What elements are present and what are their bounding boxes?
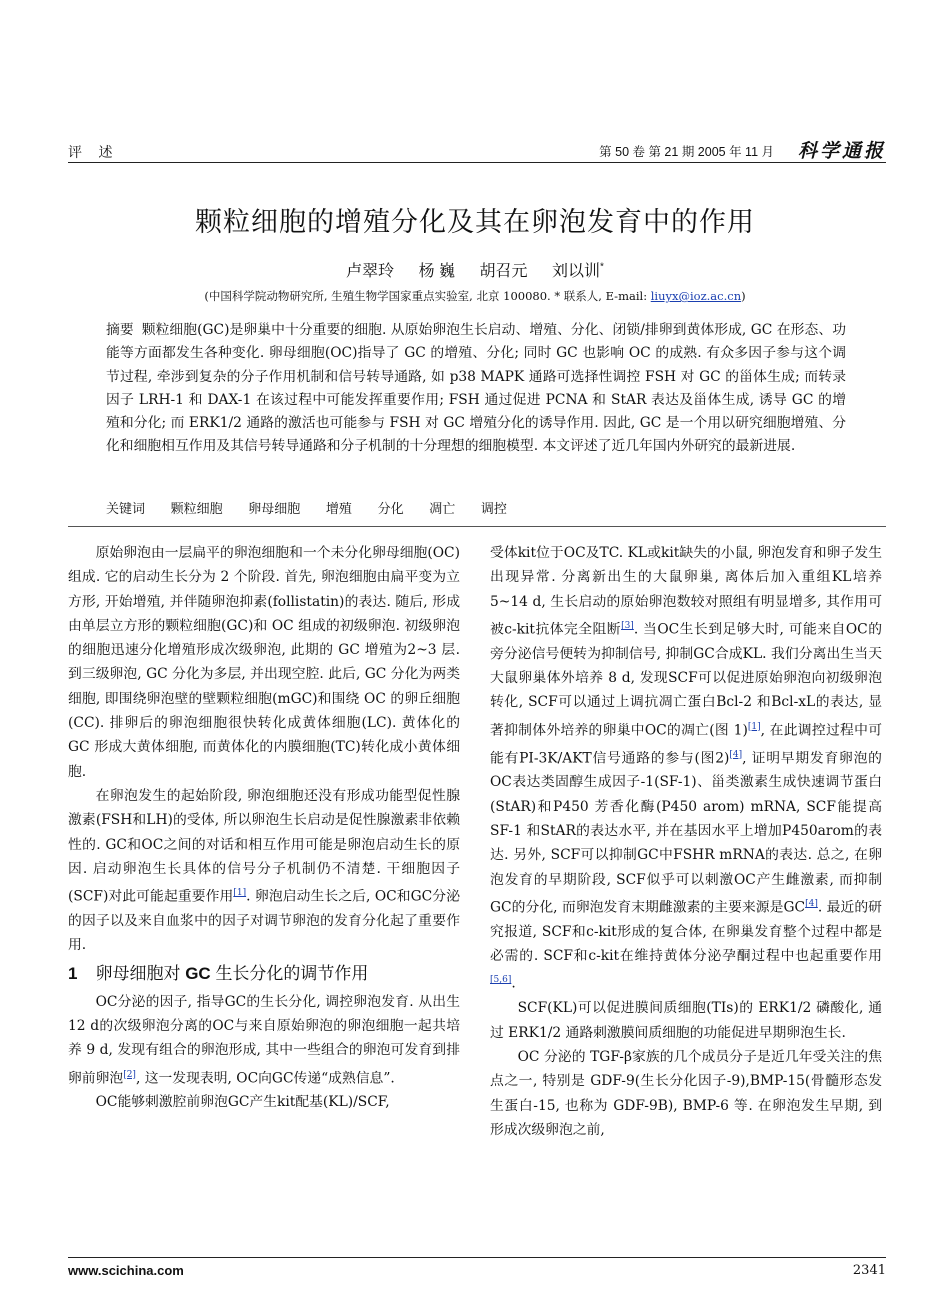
author-name: 卢翠玲: [346, 263, 395, 280]
keyword: 颗粒细胞: [170, 501, 223, 516]
left-column: [68, 541, 460, 1115]
page-number: 2341: [852, 1263, 886, 1278]
corresponding-mark: *: [599, 261, 604, 273]
keyword: 凋亡: [429, 501, 456, 516]
abstract-text: 颗粒细胞(GC)是卵巢中十分重要的细胞. 从原始卵泡生长启动、增殖、分化、闭锁/排卵到黄体形成, GC 在形态、功能等方面都发生各种变化. 卵母细胞(OC)指导了 GC 的增殖、分化; 同时 GC 也影响 OC 的成熟. 有众多因子参与这个调节过程, 牵涉到复杂的分子作用机制和信号转导通路, 如 p38 MAPK 通路可选择性调控 FSH 对 GC 的甾体生成; 而转录因子 LRH-1 和 DAX-1 在该过程中可能发挥重要作用; FSH 通过促进 PCNA 和 StAR 表达及甾体生成, 诱导 GC 的增殖和分化; 而 ERK1/2 通路的激活也可能参与 FSH 对 GC 增殖分化的诱导作用. 因此, GC 是一个用以研究细胞增殖、分化和细胞相互作用及其信号转导通路和分子机制的十分理想的细胞模型. 本文评述了近几年国内外研究的最新进展.: [106, 322, 847, 455]
issue-info: 第 50 卷 第 21 期 2005 年 11 月: [599, 145, 774, 159]
keywords: [106, 498, 846, 517]
keywords-divider: [68, 526, 886, 527]
footer-divider: [68, 1257, 886, 1258]
author-name: 刘以训*: [551, 261, 604, 280]
header-divider: [68, 162, 886, 163]
author-list: [0, 258, 950, 281]
citation-link[interactable]: [5,6]: [490, 975, 512, 986]
keywords-label: 关键词: [106, 501, 146, 516]
right-column: [490, 541, 882, 1142]
abstract-label: 摘要: [106, 322, 134, 337]
body-paragraph: 在卵泡发生的起始阶段, 卵泡细胞还没有形成功能型促性腺激素(FSH和LH)的受体, 所以卵泡生长启动是促性腺激素非依赖性的. GC和OC之间的对话和相互作用可能是卵泡启动生长的原因. 启动卵泡生长具体的信号分子机制仍不清楚. 干细胞因子(SCF)对此可能起重要作用[1]. 卵泡启动生长之后, OC和GC分泌的因子以及来自血浆中的因子对调节卵泡的发育分化起了重要作用.: [68, 787, 460, 954]
author-name: 胡召元: [479, 263, 528, 280]
keyword: 增殖: [325, 501, 352, 516]
body-paragraph: 受体kit位于OC及TC. KL或kit缺失的小鼠, 卵泡发育和卵子发生出现异常. 分离新出生的大鼠卵巢, 离体后加入重组KL培养 5~14 d, 生长启动的原始卵泡数较对照组有明显增多, 其作用可被c-kit抗体完全阻断[3]. 当OC生长到足够大时, 可能来自OC的旁分泌信号便转为抑制信号, 抑制GC合成KL. 我们分离出生当天大鼠卵巢体外培养 8 d, 发现SCF可以促进原始卵泡向初级卵泡转化, SCF可以通过上调抗凋亡蛋白Bcl-2 和Bcl-xL的表达, 显著抑制体外培养的卵巢中OC的凋亡(图 1)[1], 在此调控过程中可能有PI-3K/AKT信号通路的参与(图2)[4], 证明早期发育卵泡的OC表达类固醇生成因子-1(SF-1)、甾类激素生成快速调节蛋白(StAR)和P450 芳香化酶(P450 arom) mRNA, SCF能提高SF-1 和StAR的表达水平, 并在基因水平上增加P450arom的表达. 另外, SCF可以抑制GC中FSHR mRNA的表达. 总之, 在卵泡发育的早期阶段, SCF似乎可以刺激OC产生雌激素, 而抑制GC的分化, 而卵泡发育末期雌激素的主要来源是GC[4]. 最近的研究报道, SCF和c-kit形成的复合体, 在卵巢发育整个过程中都是必需的. SCF和c-kit在维持黄体分泌孕酮过程中也起重要作用[5,6].: [490, 545, 882, 993]
citation-link[interactable]: [1]: [233, 888, 247, 899]
citation-link[interactable]: [1]: [747, 721, 761, 732]
keyword: 卵母细胞: [248, 501, 301, 516]
footer-website: www.scichina.com: [68, 1263, 184, 1278]
section-heading: 1 卵母细胞对 GC 生长分化的调节作用: [68, 963, 369, 983]
body-paragraph: 原始卵泡由一层扁平的卵泡细胞和一个未分化卵母细胞(OC)组成. 它的启动生长分为 2 个阶段. 首先, 卵泡细胞由扁平变为立方形, 开始增殖, 并伴随卵泡抑素(follistatin)的表达. 随后, 形成由单层立方形的颗粒细胞(GC)和 OC 组成的初级卵泡. 初级卵泡的细胞迅速分化增殖形成次级卵泡, 此期的 GC 增殖为2~3 层. 到三级卵泡, GC 分化为多层, 并出现空腔. 此后, GC 分化为两类细胞, 即围绕卵泡壁的壁颗粒细胞(mGC)和围绕 OC 的卵丘细胞(CC). 排卵后的卵泡细胞很快转化成黄体细胞(LC). 黄体化的 GC 形成大黄体细胞, 而黄体化的内膜细胞(TC)转化成小黄体细胞.: [68, 545, 460, 780]
email-link[interactable]: liuyx@ioz.ac.cn: [650, 289, 742, 303]
citation-link[interactable]: [4]: [805, 898, 818, 909]
keyword: 调控: [480, 501, 507, 516]
affiliation: (中国科学院动物研究所, 生殖生物学国家重点实验室, 北京 100080. * 联系人, E-mail: liuyx@ioz.ac.cn): [204, 289, 746, 303]
journal-logo: 科学通报: [797, 140, 886, 162]
running-header: [68, 138, 886, 164]
keyword: 分化: [377, 501, 404, 516]
section-label: 评 述: [68, 145, 119, 161]
citation-link[interactable]: [3]: [621, 620, 634, 631]
body-paragraph: OC能够刺激腔前卵泡GC产生kit配基(KL)/SCF,: [95, 1094, 390, 1111]
body-paragraph: SCF(KL)可以促进膜间质细胞(TIs)的 ERK1/2 磷酸化, 通过 ERK1/2 通路刺激膜间质细胞的功能促进早期卵泡生长.: [490, 1000, 882, 1041]
body-paragraph: OC 分泌的 TGF-β家族的几个成员分子是近几年受关注的焦点之一, 特别是 GDF-9(生长分化因子-9),BMP-15(骨髓形态发生蛋白-15, 也称为 GDF-9B), BMP-6 等. 在卵泡发生早期, 到形成次级卵泡之前,: [490, 1048, 882, 1138]
citation-link[interactable]: [2]: [123, 1069, 136, 1080]
article-title: 颗粒细胞的增殖分化及其在卵泡发育中的作用: [195, 207, 755, 237]
author-name: 杨 巍: [418, 263, 456, 280]
abstract: [106, 318, 846, 459]
citation-link[interactable]: [4]: [729, 749, 743, 760]
body-paragraph: OC分泌的因子, 指导GC的生长分化, 调控卵泡发育. 从出生 12 d的次级卵泡分离的OC与来自原始卵泡的卵泡细胞一起共培养 9 d, 发现有组合的卵泡形成, 其中一些组合的卵泡可发育到排卵前卵泡[2], 这一发现表明, OC向GC传递“成熟信息”.: [68, 993, 460, 1087]
